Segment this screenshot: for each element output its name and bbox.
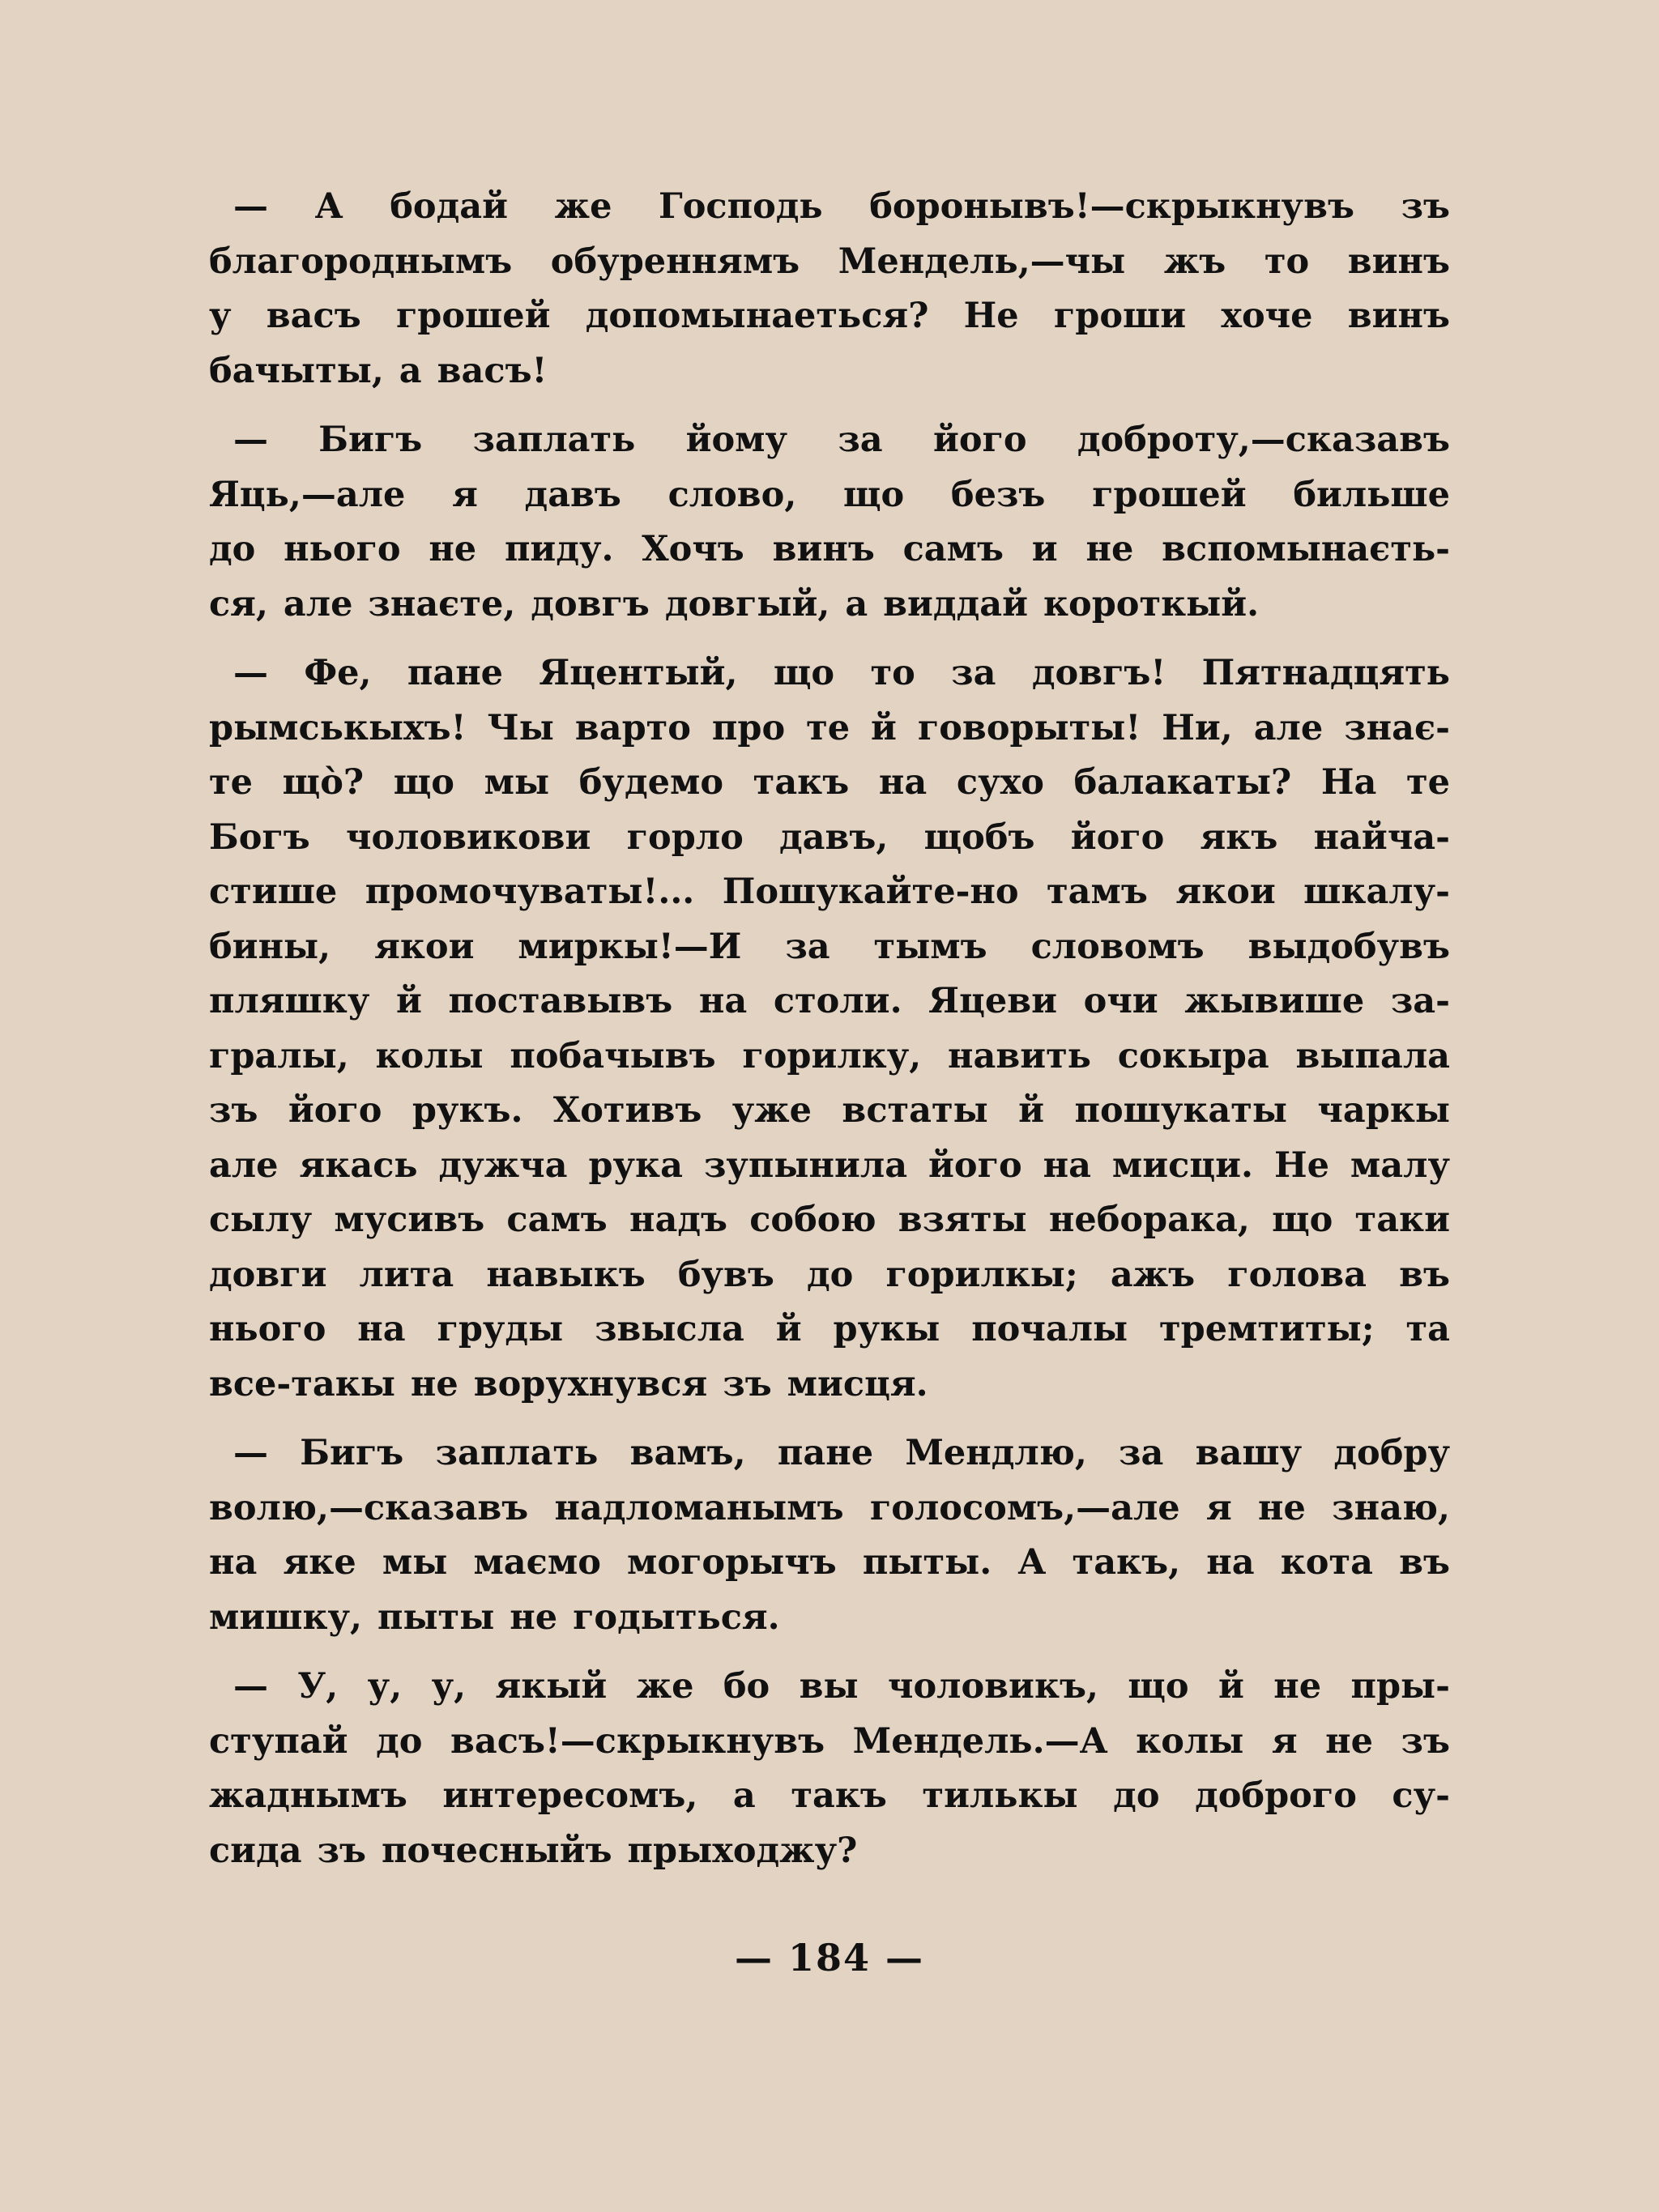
text-line: стише промочуваты!... Пошукайте-но тамъ якои шкалу- [209, 872, 1450, 912]
text-line: нього на груды звысла й рукы почалы тремтиты; та [209, 1309, 1450, 1349]
text-line: все-такы не ворухнувся зъ мисця. [209, 1363, 928, 1404]
text-line: сылу мусивъ самъ надъ собою взяты неборака, що таки [209, 1200, 1450, 1240]
paragraph [209, 1660, 1450, 1878]
text-line: жаднымъ интересомъ, а такъ тилькы до доброго су- [209, 1775, 1450, 1816]
paragraph [209, 646, 1450, 1412]
text-line: — У, у, у, якый же бо вы чоловикъ, що й не пры- [233, 1666, 1450, 1707]
paragraph [209, 413, 1450, 632]
text-line: рымськыхъ! Чы варто про те й говорыты! Ни, але знає- [209, 707, 1450, 748]
text-line: те щò? що мы будемо такъ на сухо балакаты? На те [209, 762, 1450, 803]
text-line: — А бодай же Господь боронывъ!—скрыкнувъ зъ [233, 186, 1450, 227]
text-line: довги лита навыкъ бувъ до горилкы; ажъ голова въ [209, 1254, 1450, 1295]
text-line: зъ його рукъ. Хотивъ уже встаты й пошукаты чаркы [209, 1090, 1450, 1131]
text-line: бачыты, а васъ! [209, 350, 548, 391]
page-number: — 184 — [734, 1936, 925, 1980]
text-line: — Бигъ заплать йому за його доброту,—сказавъ [233, 420, 1450, 460]
text-line: у васъ грошей допомынаеться? Не гроши хоче винъ [209, 296, 1450, 336]
text-line: Яць,—але я давъ слово, що безъ грошей бильше [209, 474, 1450, 515]
text-line: мишку, пыты не годыться. [209, 1596, 780, 1638]
text-line: волю,—сказавъ надломанымъ голосомъ,—але я не знаю, [209, 1487, 1450, 1528]
paragraph [209, 1426, 1450, 1645]
text-line: ся, але знаєте, довгъ довгый, а виддай короткый. [209, 583, 1260, 624]
text-line: пляшку й поставывъ на столи. Яцеви очи жывише за- [209, 981, 1450, 1021]
text-line: на яке мы маємо могорычъ пыты. А такъ, на кота въ [209, 1542, 1450, 1583]
text-line: — Фе, пане Яцентый, що то за довгъ! Пятнадцять [233, 653, 1450, 693]
text-line: Богъ чоловикови горло давъ, щобъ його якъ найча- [209, 816, 1450, 858]
text-line: — Бигъ заплать вамъ, пане Мендлю, за вашу добру [233, 1433, 1450, 1473]
text-line: сида зъ почесныйъ прыходжу? [209, 1830, 858, 1871]
text-line: ступай до васъ!—скрыкнувъ Мендель.—А колы я не зъ [209, 1720, 1450, 1762]
text-line: але якась дужча рука зупынила його на мисци. Не малу [209, 1144, 1450, 1186]
paragraph [209, 180, 1450, 399]
text-line: благороднымъ обуреннямъ Мендель,—чы жъ то винъ [209, 241, 1450, 282]
text-line: бины, якои миркы!—И за тымъ словомъ выдобувъ [209, 926, 1450, 967]
text-line: гралы, колы побачывъ горилку, навить сокыра выпала [209, 1035, 1450, 1076]
page-text [209, 180, 1450, 1893]
text-line: до нього не пиду. Хочъ винъ самъ и не вспомынаєть- [209, 529, 1450, 569]
